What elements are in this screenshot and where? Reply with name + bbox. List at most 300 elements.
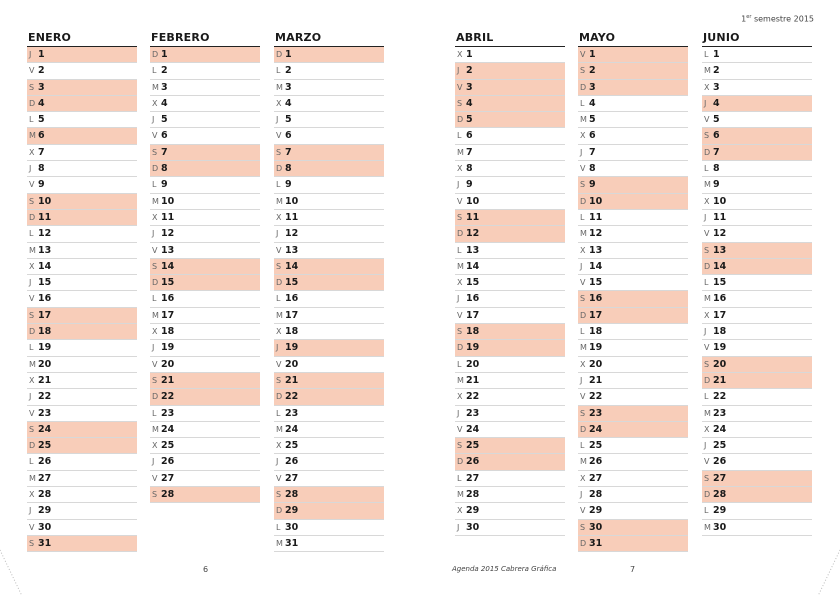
month-title: ABRIL (455, 30, 565, 47)
day-row (150, 357, 260, 373)
weekday-letter: X (276, 212, 282, 222)
day-number: 16 (38, 293, 52, 305)
weekday-letter: D (704, 147, 711, 157)
day-row (27, 422, 137, 438)
day-number: 31 (285, 537, 299, 549)
day-row (150, 422, 260, 438)
weekday-letter: M (457, 147, 464, 157)
day-number: 18 (285, 326, 299, 338)
weekday-letter: V (152, 473, 158, 483)
day-row (274, 80, 384, 96)
day-row (150, 406, 260, 422)
weekday-letter: V (704, 115, 710, 125)
day-row (274, 275, 384, 291)
weekday-letter: L (29, 343, 34, 353)
day-row (578, 422, 688, 438)
day-row (27, 503, 137, 519)
day-number: 24 (38, 423, 52, 435)
day-number: 16 (161, 293, 175, 305)
day-row (578, 520, 688, 536)
day-row (27, 145, 137, 161)
day-number: 11 (161, 211, 175, 223)
weekday-letter: D (29, 327, 36, 337)
day-row (578, 128, 688, 144)
day-row (150, 80, 260, 96)
day-number: 14 (713, 260, 727, 272)
day-number: 21 (466, 374, 480, 386)
day-row (150, 194, 260, 210)
day-row (702, 243, 812, 259)
day-row (274, 96, 384, 112)
day-row (578, 226, 688, 242)
month-title: FEBRERO (150, 30, 260, 47)
weekday-letter: X (457, 506, 463, 516)
day-row (702, 63, 812, 79)
day-row (274, 243, 384, 259)
day-row (150, 210, 260, 226)
weekday-letter: S (580, 294, 586, 304)
weekday-letter: S (152, 147, 158, 157)
weekday-letter: J (580, 490, 583, 500)
day-number: 8 (589, 163, 596, 175)
day-row (702, 80, 812, 96)
day-number: 16 (466, 293, 480, 305)
weekday-letter: D (704, 261, 711, 271)
day-row (702, 47, 812, 63)
weekday-letter: V (276, 131, 282, 141)
day-row (455, 373, 565, 389)
weekday-letter: J (704, 212, 707, 222)
day-row (578, 63, 688, 79)
day-number: 26 (161, 456, 175, 468)
day-number: 30 (713, 521, 727, 533)
day-number: 29 (713, 505, 727, 517)
day-number: 4 (285, 97, 292, 109)
day-number: 14 (161, 260, 175, 272)
day-number: 28 (466, 489, 480, 501)
day-number: 9 (466, 179, 473, 191)
day-row (578, 259, 688, 275)
weekday-letter: X (457, 278, 463, 288)
semester-sup: er (746, 14, 752, 20)
weekday-letter: D (276, 278, 283, 288)
weekday-letter: J (152, 343, 155, 353)
day-row (27, 112, 137, 128)
day-number: 2 (38, 65, 45, 77)
day-row (455, 471, 565, 487)
weekday-letter: M (704, 66, 711, 76)
day-row (455, 194, 565, 210)
weekday-letter: X (580, 131, 586, 141)
day-number: 27 (713, 472, 727, 484)
day-number: 21 (161, 374, 175, 386)
day-row (455, 503, 565, 519)
day-number: 6 (589, 130, 596, 142)
weekday-letter: M (457, 490, 464, 500)
weekday-letter: D (457, 115, 464, 125)
day-number: 30 (38, 521, 52, 533)
day-number: 29 (466, 505, 480, 517)
day-number: 1 (38, 49, 45, 60)
day-number: 23 (161, 407, 175, 419)
day-row (27, 96, 137, 112)
weekday-letter: X (152, 327, 158, 337)
day-number: 23 (713, 407, 727, 419)
day-row (274, 161, 384, 177)
day-row (150, 275, 260, 291)
weekday-letter: L (276, 66, 281, 76)
day-row (455, 210, 565, 226)
day-number: 21 (38, 374, 52, 386)
day-row (578, 80, 688, 96)
day-row (702, 324, 812, 340)
day-row (455, 243, 565, 259)
day-row (702, 340, 812, 356)
day-number: 1 (161, 49, 168, 60)
day-number: 13 (38, 244, 52, 256)
day-number: 11 (589, 211, 603, 223)
weekday-letter: V (457, 310, 463, 320)
day-row (455, 406, 565, 422)
weekday-letter: D (29, 212, 36, 222)
day-row (578, 487, 688, 503)
weekday-letter: D (152, 392, 159, 402)
day-row (578, 357, 688, 373)
day-number: 28 (713, 489, 727, 501)
weekday-letter: V (457, 424, 463, 434)
day-row (578, 210, 688, 226)
day-number: 8 (285, 163, 292, 175)
weekday-letter: M (152, 82, 159, 92)
day-row (455, 324, 565, 340)
day-row (702, 128, 812, 144)
day-number: 19 (161, 342, 175, 354)
weekday-letter: J (276, 343, 279, 353)
weekday-letter: J (457, 408, 460, 418)
day-row (578, 112, 688, 128)
day-row (455, 128, 565, 144)
day-row (702, 406, 812, 422)
day-number: 21 (589, 374, 603, 386)
day-row (274, 194, 384, 210)
day-number: 6 (38, 130, 45, 142)
weekday-letter: M (152, 310, 159, 320)
weekday-letter: V (29, 294, 35, 304)
day-row (274, 340, 384, 356)
day-number: 19 (589, 342, 603, 354)
day-row (27, 161, 137, 177)
day-row (27, 291, 137, 307)
left-page-number: 6 (203, 565, 209, 574)
weekday-letter: M (580, 457, 587, 467)
weekday-letter: L (276, 408, 281, 418)
day-row (578, 324, 688, 340)
day-row (702, 487, 812, 503)
weekday-letter: J (29, 278, 32, 288)
day-row (150, 47, 260, 63)
day-number: 12 (161, 228, 175, 240)
month-abril (455, 30, 565, 536)
day-number: 13 (161, 244, 175, 256)
weekday-letter: S (276, 147, 282, 157)
day-row (27, 128, 137, 144)
weekday-letter: D (29, 441, 36, 451)
day-number: 20 (713, 358, 727, 370)
weekday-letter: V (704, 229, 710, 239)
weekday-letter: L (580, 441, 585, 451)
day-row (455, 226, 565, 242)
weekday-letter: M (29, 473, 36, 483)
day-number: 20 (589, 358, 603, 370)
weekday-letter: D (152, 278, 159, 288)
day-row (27, 47, 137, 63)
semester-number: 1 (741, 14, 747, 24)
weekday-letter: V (152, 131, 158, 141)
day-row (578, 454, 688, 470)
day-row (455, 487, 565, 503)
weekday-letter: X (152, 441, 158, 451)
day-number: 24 (713, 423, 727, 435)
day-row (150, 259, 260, 275)
day-row (455, 520, 565, 536)
weekday-letter: M (704, 408, 711, 418)
weekday-letter: X (276, 327, 282, 337)
weekday-letter: M (580, 229, 587, 239)
weekday-letter: X (29, 147, 35, 157)
day-row (578, 406, 688, 422)
day-row (274, 324, 384, 340)
day-number: 4 (466, 97, 473, 109)
day-row (455, 422, 565, 438)
day-number: 12 (38, 228, 52, 240)
day-row (274, 47, 384, 63)
weekday-letter: X (276, 441, 282, 451)
weekday-letter: M (276, 310, 283, 320)
day-row (274, 406, 384, 422)
weekday-letter: V (704, 457, 710, 467)
day-number: 23 (466, 407, 480, 419)
day-row (274, 471, 384, 487)
day-number: 10 (466, 195, 480, 207)
weekday-letter: L (704, 392, 709, 402)
weekday-letter: L (457, 359, 462, 369)
day-number: 22 (38, 391, 52, 403)
day-row (455, 291, 565, 307)
weekday-letter: J (29, 164, 32, 174)
semester-text: semestre 2015 (751, 14, 814, 24)
weekday-letter: S (276, 261, 282, 271)
weekday-letter: S (704, 473, 710, 483)
day-row (274, 487, 384, 503)
day-number: 18 (589, 326, 603, 338)
day-row (702, 308, 812, 324)
day-row (455, 63, 565, 79)
weekday-letter: S (276, 490, 282, 500)
day-row (274, 291, 384, 307)
day-number: 5 (38, 114, 45, 126)
day-number: 5 (466, 114, 473, 126)
day-number: 1 (589, 49, 596, 60)
month-title: MAYO (578, 30, 688, 47)
month-febrero (150, 30, 260, 503)
weekday-letter: V (29, 408, 35, 418)
weekday-letter: M (580, 343, 587, 353)
day-number: 11 (38, 211, 52, 223)
weekday-letter: D (457, 343, 464, 353)
day-number: 12 (589, 228, 603, 240)
day-number: 10 (285, 195, 299, 207)
right-page-number: 7 (630, 565, 636, 574)
day-row (274, 373, 384, 389)
day-number: 3 (161, 81, 168, 93)
day-number: 17 (38, 309, 52, 321)
day-number: 10 (38, 195, 52, 207)
day-number: 14 (589, 260, 603, 272)
day-number: 6 (713, 130, 720, 142)
semester-label (741, 14, 814, 24)
day-row (27, 80, 137, 96)
weekday-letter: X (580, 473, 586, 483)
weekday-letter: V (457, 196, 463, 206)
day-row (455, 177, 565, 193)
day-number: 25 (285, 440, 299, 452)
day-number: 5 (589, 114, 596, 126)
weekday-letter: D (457, 457, 464, 467)
day-row (578, 275, 688, 291)
day-row (578, 438, 688, 454)
day-row (27, 536, 137, 552)
day-row (27, 487, 137, 503)
day-row (27, 389, 137, 405)
day-number: 17 (589, 309, 603, 321)
weekday-letter: S (580, 408, 586, 418)
day-number: 27 (38, 472, 52, 484)
day-row (274, 128, 384, 144)
day-row (150, 226, 260, 242)
weekday-letter: X (580, 359, 586, 369)
weekday-letter: S (457, 441, 463, 451)
day-row (578, 161, 688, 177)
day-number: 20 (466, 358, 480, 370)
month-title: JUNIO (702, 30, 812, 47)
weekday-letter: V (580, 164, 586, 174)
day-row (702, 96, 812, 112)
day-row (27, 324, 137, 340)
day-row (455, 340, 565, 356)
weekday-letter: V (276, 245, 282, 255)
weekday-letter: L (704, 164, 709, 174)
weekday-letter: L (29, 229, 34, 239)
day-row (702, 112, 812, 128)
day-number: 1 (713, 49, 720, 60)
weekday-letter: V (580, 392, 586, 402)
day-row (578, 373, 688, 389)
day-row (702, 145, 812, 161)
day-number: 26 (466, 456, 480, 468)
weekday-letter: V (29, 522, 35, 532)
day-number: 26 (589, 456, 603, 468)
weekday-letter: J (29, 392, 32, 402)
weekday-letter: D (29, 98, 36, 108)
weekday-letter: S (704, 245, 710, 255)
weekday-letter: X (704, 82, 710, 92)
weekday-letter: D (704, 490, 711, 500)
day-row (455, 112, 565, 128)
weekday-letter: M (457, 375, 464, 385)
day-number: 28 (161, 489, 175, 501)
day-row (27, 177, 137, 193)
weekday-letter: J (457, 66, 460, 76)
day-row (702, 177, 812, 193)
weekday-letter: J (580, 147, 583, 157)
weekday-letter: M (704, 180, 711, 190)
day-row (578, 47, 688, 63)
day-number: 26 (38, 456, 52, 468)
weekday-letter: L (276, 180, 281, 190)
weekday-letter: V (29, 180, 35, 190)
weekday-letter: M (152, 196, 159, 206)
day-row (455, 454, 565, 470)
day-row (455, 96, 565, 112)
day-number: 3 (38, 81, 45, 93)
day-row (150, 291, 260, 307)
weekday-letter: J (152, 457, 155, 467)
weekday-letter: L (580, 327, 585, 337)
day-row (274, 357, 384, 373)
day-number: 24 (285, 423, 299, 435)
day-number: 17 (285, 309, 299, 321)
day-row (27, 357, 137, 373)
day-number: 3 (589, 81, 596, 93)
weekday-letter: D (152, 164, 159, 174)
day-number: 16 (589, 293, 603, 305)
day-number: 22 (466, 391, 480, 403)
weekday-letter: V (580, 278, 586, 288)
day-number: 25 (161, 440, 175, 452)
day-row (27, 308, 137, 324)
weekday-letter: S (29, 310, 35, 320)
day-row (150, 128, 260, 144)
day-row (27, 454, 137, 470)
weekday-letter: L (457, 245, 462, 255)
day-number: 2 (285, 65, 292, 77)
day-row (702, 275, 812, 291)
weekday-letter: S (457, 98, 463, 108)
weekday-letter: X (580, 245, 586, 255)
weekday-letter: V (457, 82, 463, 92)
day-number: 4 (589, 97, 596, 109)
day-number: 15 (161, 277, 175, 289)
day-number: 31 (589, 537, 603, 549)
day-row (702, 438, 812, 454)
day-number: 7 (161, 146, 168, 158)
day-number: 28 (38, 489, 52, 501)
day-number: 15 (589, 277, 603, 289)
weekday-letter: J (457, 294, 460, 304)
weekday-letter: S (580, 180, 586, 190)
day-row (274, 503, 384, 519)
day-number: 4 (713, 97, 720, 109)
day-row (150, 487, 260, 503)
day-number: 15 (713, 277, 727, 289)
day-number: 4 (38, 97, 45, 109)
day-number: 7 (285, 146, 292, 158)
weekday-letter: S (29, 196, 35, 206)
day-row (702, 422, 812, 438)
weekday-letter: S (457, 212, 463, 222)
weekday-letter: J (580, 375, 583, 385)
day-row (274, 210, 384, 226)
